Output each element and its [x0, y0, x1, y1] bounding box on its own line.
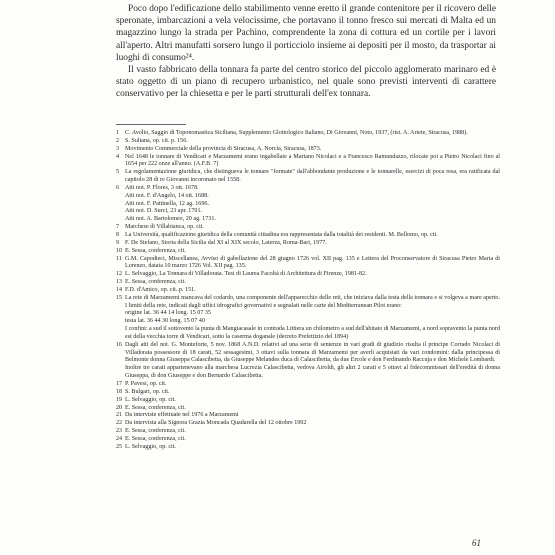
footnote [116, 185, 500, 224]
footnote-number: 19 [116, 396, 123, 403]
footnote-text: Atti not. P. Flores, 3 ott. 1678. [125, 184, 199, 191]
footnote [116, 420, 500, 428]
footnote-number: 4 [116, 153, 120, 160]
footnote-text: Atti not. A. Bartolomeo, 20 ag. 1731. [125, 216, 216, 223]
footnote-text: Atti not. F. d'Angelo, 14 ott. 1688. [125, 192, 209, 199]
paragraph: Il vasto fabbricato della tonnara fa parte del centro storico del piccolo agglomerato marinaro ed è stato oggetto di un piano di recupero urbanistico, nel quale sono previsti interventi di carattere conservativo per la chiesetta e per le parti strutturali dell'ex tonnara. [116, 65, 496, 100]
footnote [116, 397, 500, 405]
footnote [116, 381, 500, 389]
footnote-text: G.M. Capodieci, Miscellanea, Avviso di gabellazione del 28 giugno 1726 vol. XII pag. 135 e Lettera del Proconservatore di Siracusa Pietro Maria di Lorenzo, datata 10 marzo 1726 Vol. XII pag. 135. [125, 255, 500, 270]
footnote-text: Atti not. D. Surci, 23 apr. 1701. [125, 208, 203, 215]
footnote-divider [116, 124, 186, 125]
footnote-number: 21 [116, 412, 123, 419]
footnote-number: 12 [116, 271, 123, 278]
footnote [116, 240, 500, 248]
footnote-number: 6 [116, 184, 120, 191]
footnote-number: 24 [116, 435, 123, 442]
footnote [116, 130, 500, 138]
footnote-number: 17 [116, 381, 123, 387]
footnote [116, 138, 500, 146]
footnote [116, 248, 500, 256]
footnote [116, 146, 500, 154]
footnote-text: Da interviste effettuate nel 1976 a Marzamemi [125, 412, 239, 419]
footnote-number: 13 [116, 279, 123, 286]
footnote-text: I confini: a sud il sottovento la punta di Mangiacasale in contrada Littiera un chilometro a sud dell'abitato di Marzamemi, a nord sopravento la punta nord est della vecchia torre di Vendicari, sotto la caserma doganale (decreto Prefettizio del 1894) [125, 326, 500, 340]
footnote-text: F. De Stefano, Storia della Sicilia dal XI al XIX secolo, Laterza, Roma-Bari, 1977. [125, 239, 327, 246]
footnote-number: 20 [116, 404, 123, 411]
footnote-number: 8 [116, 231, 120, 238]
footnote [116, 389, 500, 397]
footnote-text: S. Sultana, op. cit. p. 156. [125, 137, 188, 144]
footnote-text: Movimento Commerciale della provincia di Siracusa, A. Norcia, Siracusa, 1873. [125, 145, 322, 152]
footnote-number: 5 [116, 169, 120, 176]
footnote-number: 23 [116, 428, 123, 435]
footnote-text: L. Selvaggio, op. cit. [125, 396, 176, 403]
footnote [116, 224, 500, 232]
footnote [116, 271, 500, 279]
footnote-text: testa lat. 36 44 30 long. 15 07 40 [125, 318, 205, 325]
footnote-text: E. Sessa, conferenza, cit. [125, 404, 186, 411]
main-text [116, 3, 496, 101]
footnote [116, 428, 500, 436]
footnotes [116, 130, 500, 452]
footnote-number: 22 [116, 420, 123, 427]
footnote [116, 256, 500, 272]
footnote [116, 154, 500, 170]
footnote-number: 15 [116, 294, 123, 301]
footnote-text: Dagli atti del not. G. Monteforte, 5 nov. 1868 A.N.D. relativi ad una serie di sentenze in vari gradi di giudizio risulta il principe Corrado Nicolaci di Villadorata possessore di 18 carati, 52 sessagesimi, 3 ottavi sulla tonnara di Marzamemi per averli acquistati da vari condomini: dalla principessa di Belmonte donna Giuseppa Calascibetta, da Giuseppe Melandes duca di Calascibetta, da due Ercole e don Ferdinando Raccuja e don Michele Lombardi. [125, 341, 500, 364]
footnote-text: Da intervista alla Signora Grazia Moncada Quadarella del 12 ottobre 1992 [125, 420, 307, 427]
footnote-number: 16 [116, 341, 123, 348]
footnote-number: 3 [116, 145, 120, 152]
footnote-number: 9 [116, 239, 120, 246]
footnote-number: 11 [116, 255, 122, 262]
footnote-number: 2 [116, 137, 120, 144]
footnote [116, 287, 500, 295]
footnote-number: 25 [116, 443, 123, 450]
footnote [116, 232, 500, 240]
footnote-number: 1 [116, 130, 120, 136]
footnote-text: origine lat. 36 44 14 long. 15 07 35 [125, 310, 211, 317]
footnote-text: C. Avolio, Saggio di Toponomastica Siciliana, Supplemento Glottologico Italiano, Di Giovanni, Noto, 1937, (rist. A. Ariete, Siracusa, 1988). [125, 130, 468, 136]
footnote-text: E. Sessa, conferenza, cit. [125, 428, 186, 435]
footnote-number: 18 [116, 388, 123, 395]
footnote [116, 342, 500, 381]
footnote-text: S. Bulgari, op. cit. [125, 388, 170, 395]
footnote-text: Marchese di Villabianca, op. cit. [125, 224, 204, 231]
footnote-text: La regolamentazione giuridica, che distingueva le tonnare "formate" dall'abbondante produzione e le tonnarelle, esercizi di poca resa, era ratificata dal capitolo 28 di re Giovanni incoronato nel 1558. [125, 169, 500, 184]
footnote [116, 295, 500, 342]
footnote-text: L. Selvaggio, op. cit. [125, 443, 176, 450]
footnote-text: F.D. d'Amico, op. cit..p. 151. [125, 286, 196, 293]
footnote [116, 436, 500, 444]
footnote-text: E. Sessa, conferenza, cit. [125, 279, 186, 286]
footnote [116, 169, 500, 185]
footnote-text: Atti not. F. Pattinella, 12 ag. 1696. [125, 200, 209, 207]
footnote-text: La Università, qualificazione giuridica della comunità cittadina era rappresentata dalla totalità dei residenti. M. Bellomo, op. cit. [125, 231, 438, 238]
footnote-number: 10 [116, 247, 123, 254]
footnote-text: E. Sessa, conferenza, cit. [125, 435, 186, 442]
footnote-number: 14 [116, 286, 123, 293]
footnote [116, 279, 500, 287]
footnote [116, 444, 500, 452]
footnote [116, 412, 500, 420]
footnote-number: 7 [116, 224, 120, 231]
page-number: 61 [472, 538, 481, 548]
footnote-text: Inoltre tre carati appartenevano alla marchesa Lucrezia Calascibetta, vedova Airoldi, gli altri 2 carati e 5 ottavi al fidecommissari dell'eredità di donna Giuseppa, di don Giuseppe e don Bernardo Calascibetta. [125, 365, 500, 380]
footnote-text: P. Pavesi, op. cit. [125, 381, 167, 387]
footnote-text: L. Selvaggio, La Tonnara di Villadorata. Tesi di Laurea Facoltà di Architettura di Firenze, 1981-82. [125, 271, 367, 278]
footnote-text: La rete di Marzamemi mancava del codardo, una componente dell'apparecchio delle reti, che iniziava dalla testa della tonnara e si volgeva a mare aperto. I limiti della rete, indicati dagli uffici idrografici governativi e segnalati nelle carte del Mediterranean Pilot erano: [125, 294, 500, 309]
footnote-text: Nel 1648 le tonnare di Vendicari e Marzamemi erano ingabellate a Mariano Nicolaci e a Francesco Ramundazzo, rilocate poi a Pietro Nicolaci fino al 1654 per 222 onze all'anno. (A.F.B. 7) [125, 153, 500, 168]
footnote-text: E. Sessa, conferenza, cit. [125, 247, 186, 254]
paragraph: Poco dopo l'edificazione dello stabilimento venne eretto il grande contenitore per il ricovero delle speronate, imbarcazioni a vela velocissime, che portavano il tonno fresco sui mercati di Malta ed un magazzino lungo la strada per Pachino, comprendente la zona di cottura ed un cortile per i lavori all'aperto. Altri manufatti sorsero lungo il porticciolo insieme ai depositi per il mosto, da trasportar ai luoghi di consumo²⁴. [116, 4, 496, 63]
